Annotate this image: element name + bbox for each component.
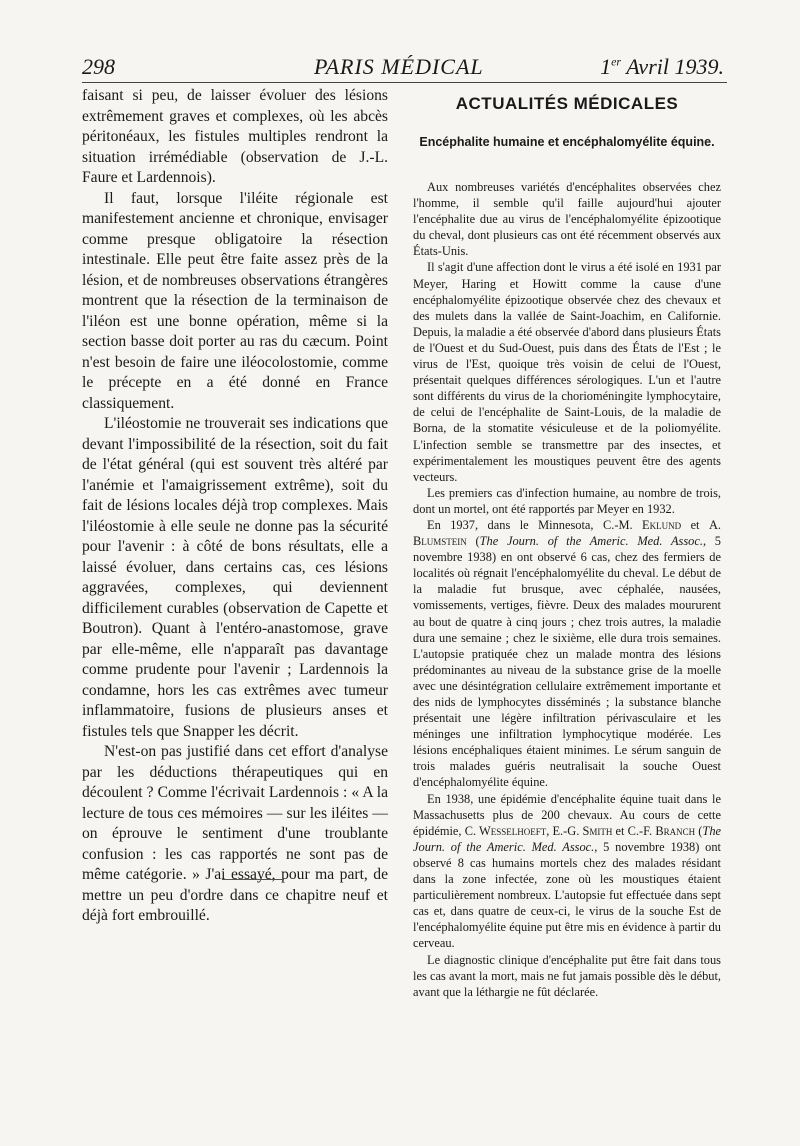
page-header — [82, 54, 724, 84]
section-divider — [222, 879, 284, 880]
p5-text-d: , 5 novembre 1938) ont observé 8 cas humains mortels chez des malades résidant dans la zone infectée, zone où les moustiques étaient particulièrement nombreux. L'autopsie fut effectuée dans sept cas et, dans quatre de ceux-ci, le virus de la souche Est de l'encéphalomyélite équine put être mis en évidence à partir du cerveau. — [413, 839, 721, 951]
date-sup: er — [611, 54, 622, 69]
article-paragraph-6: Le diagnostic clinique d'encéphalite put être fait dans tous les cas avant la mort, mais ne fut jamais possible dès le début, avant que la léthargie ne fût déclarée. — [413, 952, 721, 999]
left-paragraph-3: L'iléostomie ne trouverait ses indications que devant l'impossibilité de la résection, soit du fait de l'état général (qui est souvent très altéré par l'anémie et l'amaigrissement extrême), soit du fait de lésions locales déjà trop complexes. Mais l'iléostomie à elle seule ne donne pas la sécurité pour l'avenir : à côté de bons résultats, elle a laissé évoluer, dans certains cas, ces lésions aggravées, complexes, qui deviennent difficilement curables (observation de Capette et Boutron). Quant à l'entéro-anastomose, grave par elle-même, elle n'apparaît pas davantage comme prudente pour l'avenir ; Lardennois la condamne, hors les cas extrêmes avec tumeur inflammatoire, fusions de plusieurs anses et fistules tels que Snapper les décrit. — [82, 415, 388, 740]
date-rest: Avril 1939. — [621, 54, 724, 79]
p5-text-a: En 1938, une épidémie d'encéphalite équine tuait dans le Massachusetts plus de 200 chevaux. Au cours de cette épidémie, — [413, 791, 721, 838]
article-paragraph-3: Les premiers cas d'infection humaine, au nombre de trois, dont un mortel, ont été rapportés par Meyer en 1932. — [413, 485, 721, 516]
authors-wesselhoeft-smith: C. Wesselhoeft, E.-G. Smith — [464, 823, 613, 838]
p5-text-b: et — [612, 823, 628, 838]
p4-journal: The Journ. of the Americ. Med. Assoc. — [479, 534, 703, 549]
article-paragraph-4 — [413, 517, 721, 791]
p4-text-b: et — [681, 517, 709, 532]
page-number: 298 — [82, 54, 115, 79]
journal-title: PARIS MÉDICAL — [314, 54, 484, 79]
section-title: ACTUALITÉS MÉDICALES — [455, 94, 679, 113]
p4-text-c: ( — [466, 534, 480, 549]
date-day: 1 — [600, 54, 612, 79]
author-blumstein: A. Blumstein — [413, 517, 722, 549]
issue-date — [600, 54, 724, 80]
left-column — [82, 86, 388, 927]
p5-text-c: ( — [695, 823, 703, 838]
article-title: Encéphalite humaine et encéphalomyélite équine. — [419, 135, 715, 149]
left-paragraph-1: faisant si peu, de laisser évoluer des lésions extrêmement graves et complexes, où les abcès péritonéaux, les fistules multiples rendront la situation irrémédiable (observation de J.-L. Faure et Lardennois). — [82, 87, 388, 186]
p5-journal: The Journ. of the Americ. Med. Assoc. — [413, 823, 722, 854]
left-paragraph-2: Il faut, lorsque l'iléite régionale est manifestement ancienne et chronique, envisager comme presque obligatoire la résection intestinale. Elle peut être faite assez près de la lésion, et de nombreuses observations étrangères montrent que la résection de la terminaison de l'iléon est une bonne opération, même si la section basse doit porter au ras du cæcum. Point n'est besoin de faire une iléocolostomie, comme le précepte en a été donné en France classiquement. — [82, 189, 388, 412]
author-eklund: C.-M. Eklund — [602, 517, 682, 532]
article-paragraph-2: Il s'agit d'une affection dont le virus a été isolé en 1931 par Meyer, Haring et Howitt comme la cause d'une encéphalomyélite épizootique observée chez des chevaux et des mulets dans la vallée de Saint-Joachim, en Californie. Depuis, la maladie a été observée d'abord dans plusieurs États de l'Ouest et du Sud-Ouest, puis dans des États de l'Est ; le virus de l'Est, quoique très voisin de celui de l'Ouest, présentait quelques différences sérologiques. L'un et l'autre sont différents du virus de la chorioméningite lymphocytaire, de celui de l'encéphalite de Saint-Louis, de la maladie de Borna, de la stomatite vésiculeuse et de la poliomyélite. L'infection semble se transmettre par des insectes, et expérimentalement les moustiques peuvent être des agents vecteurs. — [413, 260, 721, 484]
right-column — [413, 94, 721, 1000]
p4-text-a: En 1937, dans le Minnesota, — [427, 517, 603, 532]
p4-text-d: , 5 novembre 1938) en ont observé 6 cas, chez des fermiers de localités où régnait l'encéphalomyélite du cheval. Le début de la maladie fut brusque, avec céphalée, nausées, vomissements, vertiges, fièvre. Deux des malades moururent au bout de quatre à cinq jours ; chez trois autres, la maladie dura une semaine ; chez le sixième, elle dura trois semaines. L'autopsie pratiquée chez un malade montra des lésions prédominantes au niveau de la substance grise de la moelle avec une désintégration cellulaire extrêmement importante et des nids de lymphocytes disséminés ; la substance blanche présentait une légère infiltration périvasculaire et les méninges une infiltration lymphocytique modérée. Les lésions encéphaliques étaient minimes. Le sérum sanguin de trois malades guéris neutralisait la souche Ouest d'encéphalomyélite équine. — [413, 534, 721, 790]
article-paragraph-5 — [413, 791, 721, 952]
header-rule — [82, 82, 727, 83]
left-paragraph-4: N'est-on pas justifié dans cet effort d'analyse par les déductions thérapeutiques qui en découlent ? Comme l'écrivait Lardennois : « A la lecture de tous ces mémoires — sur les iléites — on éprouve le sentiment d'une troublante confusion : les cas rapportés ne sont pas de même catégorie. » J'ai essayé, pour ma part, de mettre un peu d'ordre dans ce chapitre neuf et déjà fort embrouillé. — [82, 743, 388, 924]
article-paragraph-1: Aux nombreuses variétés d'encéphalites observées chez l'homme, il semble qu'il faille aujourd'hui ajouter l'encéphalite due au virus de l'encéphalomyélite épizootique du cheval, dont plusieurs cas ont été récemment observés aux États-Unis. — [413, 180, 721, 259]
author-branch: C.-F. Branch — [627, 823, 696, 838]
